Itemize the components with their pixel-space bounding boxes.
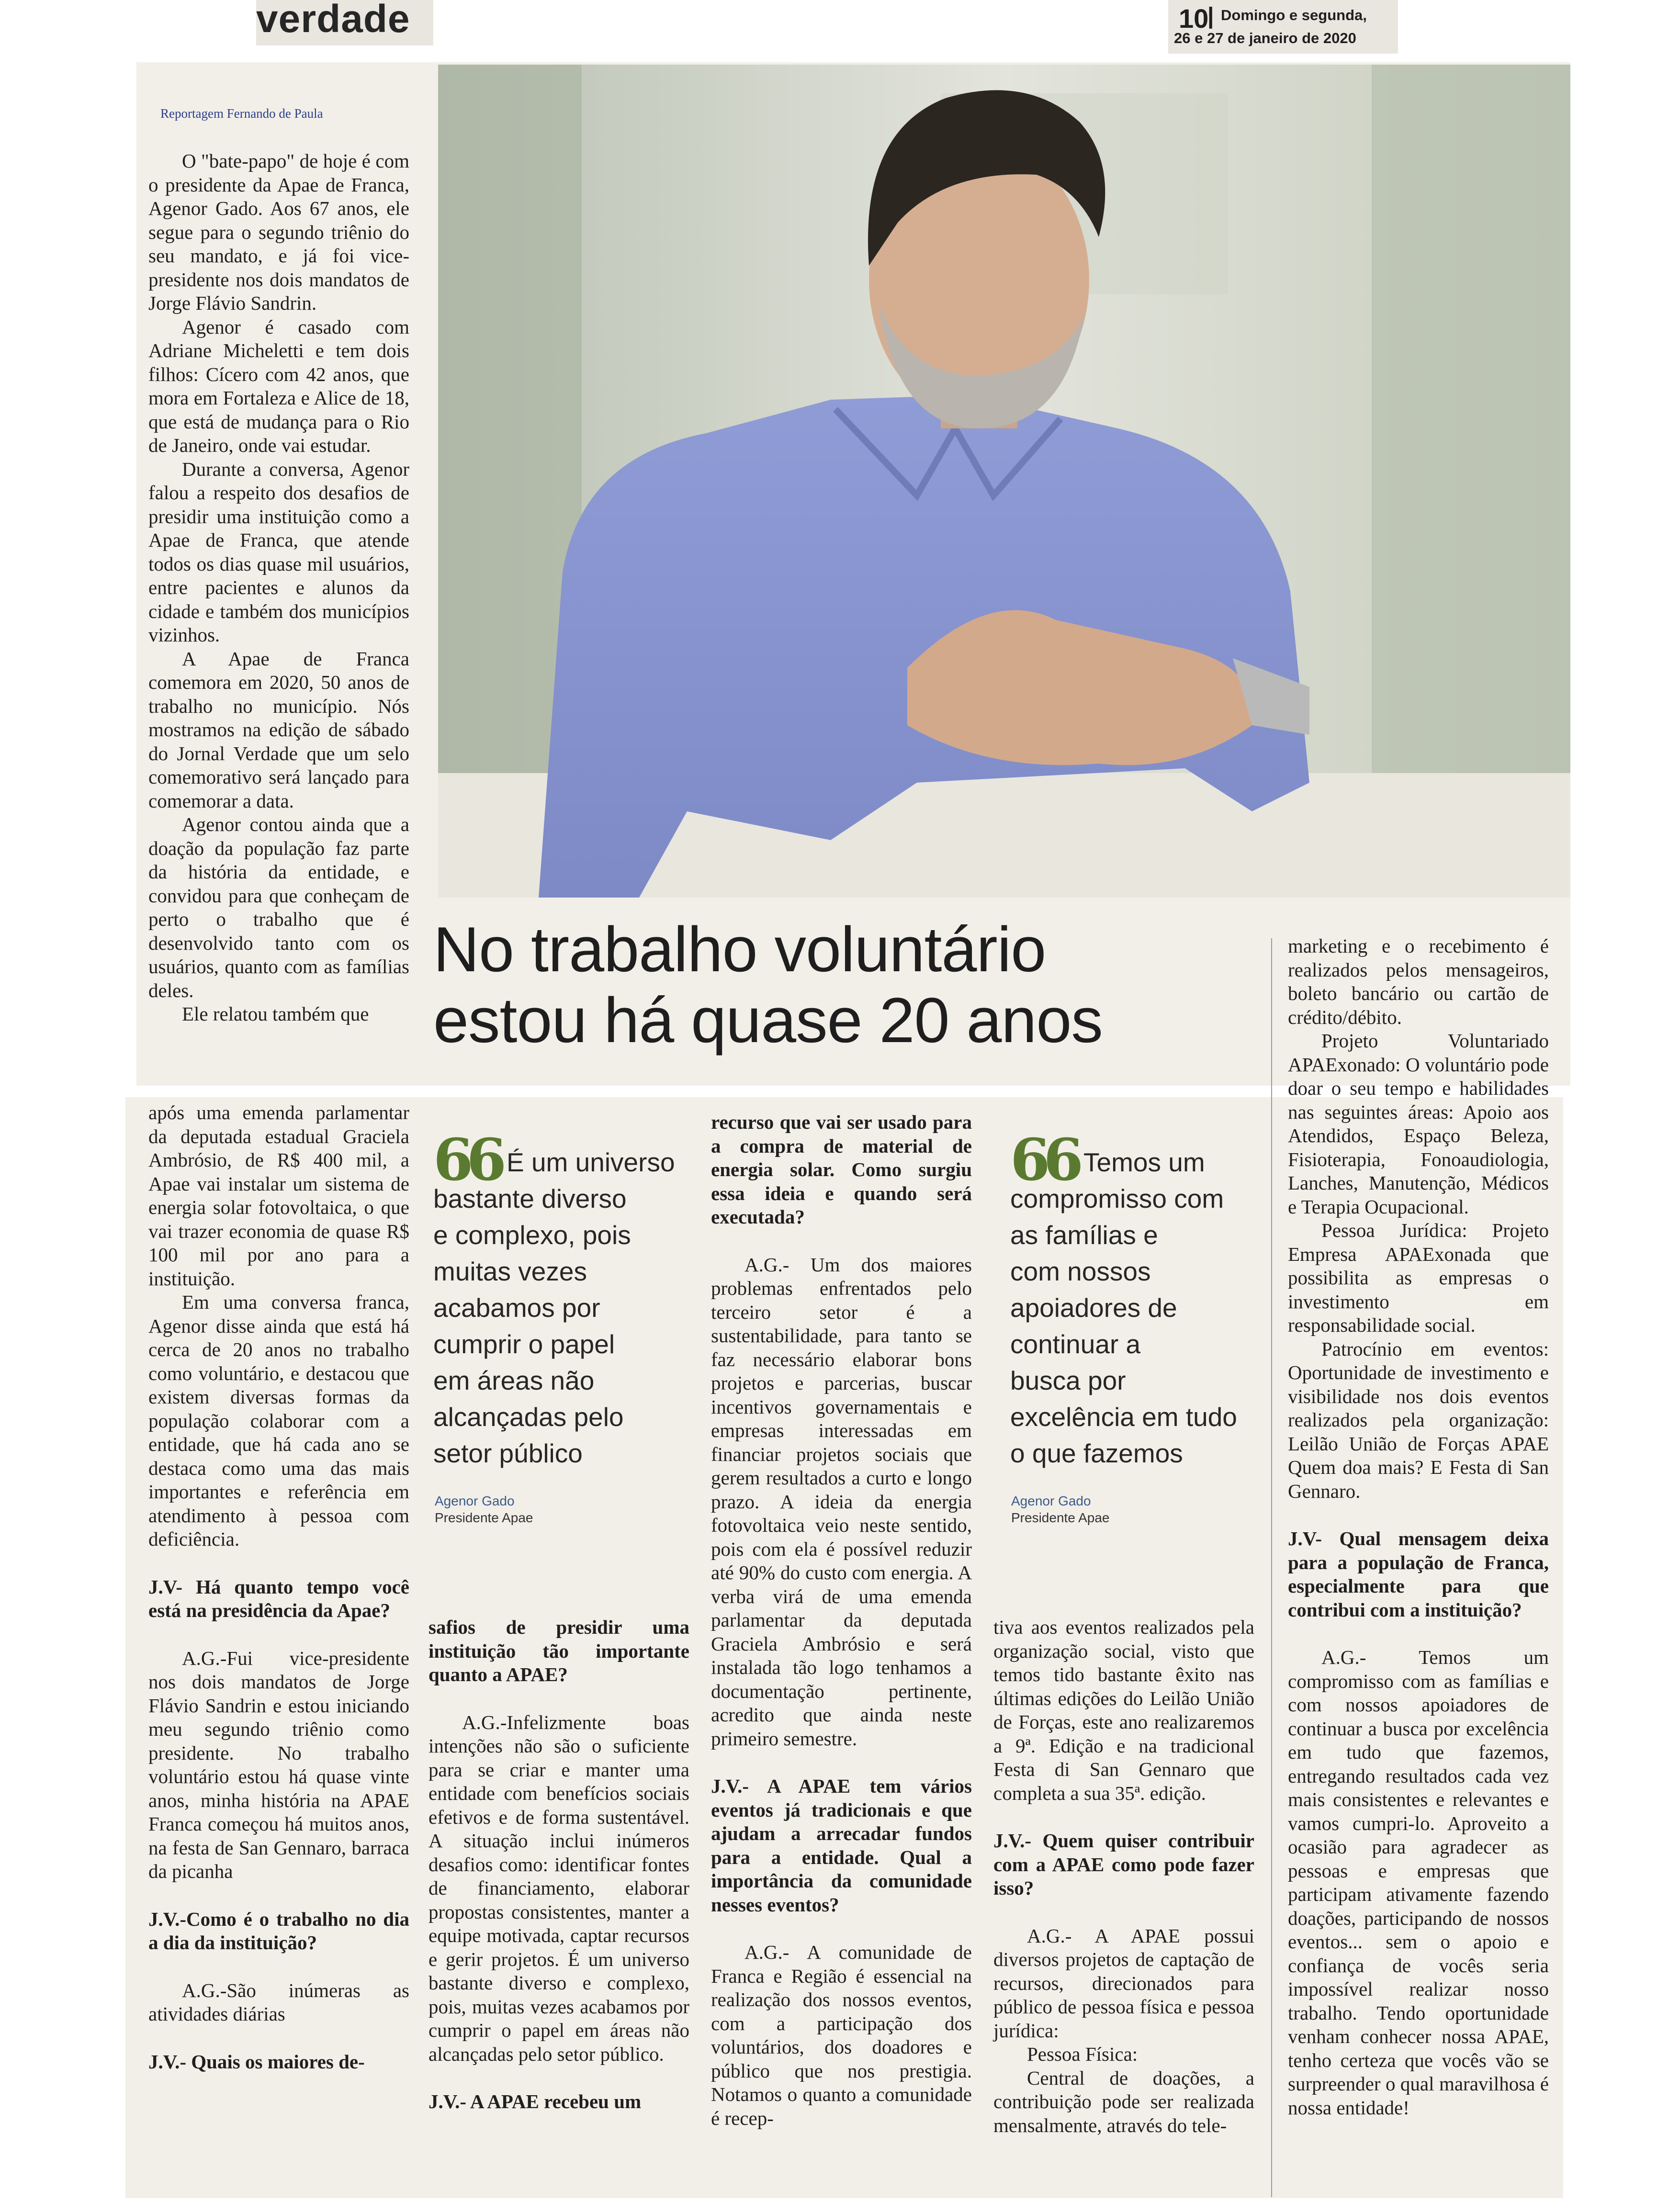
- paragraph: O "bate-papo" de hoje é com o presidente da Apae de Franca, Agenor Gado. Aos 67 anos, ele segue para o segundo triênio do seu mandato, e já foi vice-presidente nos dois mandatos de Jorge Flávio Sandrin.: [148, 150, 409, 314]
- pullquote-line-text: com nossos: [1010, 1257, 1151, 1286]
- pullquote-line: [433, 1399, 701, 1435]
- pullquote-line-text: as famílias e: [1010, 1220, 1158, 1250]
- portrait-photo-icon: [438, 65, 1570, 898]
- interview-answer: A.G.- A APAE possui diversos projetos de captação de recursos, direcionados para público de pessoa física e pessoa jurídica:: [993, 1924, 1254, 2042]
- headline-line-1: No trabalho voluntário: [433, 914, 1046, 985]
- column-4-lower: [993, 1616, 1254, 2137]
- pullquote-line: [433, 1435, 701, 1471]
- interview-question: J.V.-Como é o trabalho no dia a dia da instituição?: [148, 1908, 409, 1954]
- pullquote-line: [433, 1253, 701, 1290]
- interview-answer: A.G.-São inúmeras as atividades diárias: [148, 1979, 409, 2025]
- pullquote-line-text: continuar a: [1010, 1329, 1141, 1359]
- pullquote-line: [1010, 1180, 1278, 1217]
- interview-question: safios de presidir uma instituição tão importante quanto a APAE?: [428, 1616, 689, 1685]
- pullquote-line: [433, 1290, 701, 1326]
- pullquote-line-text: o que fazemos: [1010, 1438, 1183, 1468]
- pullquote-line-text: É um universo: [507, 1147, 675, 1177]
- interview-question: recurso que vai ser usado para a compra de material de energia solar. Como surgiu essa ideia e quando será executada?: [711, 1111, 972, 1228]
- issue-info: [1168, 0, 1398, 54]
- column-2-lower: [428, 1616, 689, 2114]
- pullquote-line: [1010, 1435, 1278, 1471]
- paragraph: A Apae de Franca comemora em 2020, 50 anos de trabalho no município. Nós mostramos na edição de sábado do Jornal Verdade que um selo comemorativo será lançado para comemorar a data.: [148, 647, 409, 812]
- paragraph: Durante a conversa, Agenor falou a respeito dos desafios de presidir uma instituição como a Apae de Franca, que atende todos os dias quase mil usuários, entre pacientes e alunos da cidade e também dos municípios vizinhos.: [148, 458, 409, 646]
- pullquote-2-name: Agenor Gado: [1011, 1493, 1091, 1508]
- paragraph: Patrocínio em eventos: Oportunidade de investimento e visibilidade nos dois eventos realizados pela organização: Leilão União de Forças APAE Quem doa mais? E Festa di San Gennaro.: [1288, 1337, 1549, 1502]
- paragraph: Projeto Voluntariado APAExonado: O voluntário pode doar o seu tempo e habilidades nas seguintes áreas: Apoio aos Atendidos, Espaço Beleza, Fisioterapia, Fonoaudiologia, Lanches, Manutenção, Médicos e Terapia Ocupacional.: [1288, 1030, 1549, 1218]
- interview-answer: A.G.-Infelizmente boas intenções não são o suficiente para se criar e manter uma entidade com benefícios sociais efetivos e de forma sustentável. A situação inclui inúmeros desafios como: identificar fontes de financiamento, elaborar propostas consistentes, manter a equipe motivada, captar recursos e gerir projetos. É um universo bastante diverso e complexo, pois, muitas vezes acabamos por cumprir o papel em áreas não alcançadas pelo setor público.: [428, 1711, 689, 2065]
- pullquote-line-text: setor público: [433, 1438, 583, 1468]
- pullquote-line-text: compromisso com: [1010, 1184, 1224, 1213]
- pullquote-line: [1010, 1126, 1278, 1194]
- interview-question: J.V.- A APAE tem vários eventos já tradicionais e que ajudam a arrecadar fundos para a entidade. Qual a importância da comunidade nesses eventos?: [711, 1775, 972, 1916]
- pullquote-2-role: Presidente Apae: [1011, 1510, 1110, 1525]
- paragraph: Ele relatou também que: [182, 1003, 369, 1025]
- paragraph: tiva aos eventos realizados pela organização social, visto que temos tido bastante êxito nas últimas edições do Leilão União de Forças, este ano realizaremos a 9ª. Edição e na tradicional Festa di San Gennaro que completa a sua 35ª. edição.: [993, 1616, 1254, 1804]
- interview-answer: A.G.- A comunidade de Franca e Região é essencial na realização dos nossos eventos, com a participação dos voluntários, dos doadores e público que nos prestigia. Notamos o quanto a comunidade é recep-: [711, 1941, 972, 2129]
- page-separator: |: [1207, 3, 1214, 29]
- headline: [433, 914, 1103, 1056]
- headline-line-2: estou há quase 20 anos: [433, 985, 1103, 1056]
- pullquote-line-text: e complexo, pois: [433, 1220, 631, 1250]
- interview-question: J.V.- A APAE recebeu um: [428, 2090, 642, 2112]
- portrait-photo: [438, 65, 1570, 898]
- pullquote-line: [1010, 1326, 1278, 1362]
- pullquote-line: [1010, 1362, 1278, 1399]
- pullquote-line-text: Temos um: [1083, 1147, 1205, 1177]
- pullquote-1-text: [433, 1126, 701, 1471]
- masthead-logo: [256, 0, 433, 45]
- pullquote-line: [433, 1326, 701, 1362]
- interview-question: J.V.- Quem quiser contribuir com a APAE como pode fazer isso?: [993, 1830, 1254, 1899]
- pullquote-line-text: apoiadores de: [1010, 1293, 1177, 1323]
- pullquote-line-text: alcançadas pelo: [433, 1402, 624, 1432]
- paragraph: Agenor contou ainda que a doação da população faz parte da história da entidade, e convidou para que conheçam de perto o trabalho que é desenvolvido tanto com os usuários, quanto com as famílias deles.: [148, 813, 409, 1001]
- pullquote-line: [433, 1217, 701, 1253]
- paragraph: Central de doações, a contribuição pode ser realizada mensalmente, através do tele-: [993, 2066, 1254, 2136]
- column-1-lower: [148, 1101, 409, 2074]
- pullquote-line-text: em áreas não: [433, 1366, 595, 1395]
- paragraph: após uma emenda parlamentar da deputada estadual Graciela Ambrósio, de R$ 400 mil, a Apae vai instalar um sistema de energia solar fotovoltaica, o que vai trazer economia de quase R$ 100 mil por ano para a instituição.: [148, 1101, 409, 1290]
- column-rule: [1271, 938, 1272, 2197]
- quote-mark-icon: 66: [433, 1126, 500, 1194]
- interview-question: J.V- Há quanto tempo você está na presidência da Apae?: [148, 1575, 409, 1621]
- interview-answer: A.G.- Temos um compromisso com as famílias e com nossos apoiadores de continuar a busca por excelência em tudo que fazemos, entregando resultados cada vez mais consistentes e relevantes e vamos cumpri-lo. Aproveito a ocasião para agradecer as pessoas e empresas que participam ativamente fazendo doações, participando de nossos eventos... sem o apoio e confiança de vocês seria impossível realizar nosso trabalho. Tendo oportunidade venham conhecer nossa APAE, tenho certeza que vocês vão se surpreender o qual maravilhosa é nossa entidade!: [1288, 1646, 1549, 2119]
- paragraph: Em uma conversa franca, Agenor disse ainda que está há cerca de 20 anos no trabalho como voluntário, e destacou que existem diversas formas da população colaborar com a entidade, que há cada ano se destaca como uma das mais importantes e referência em atendimento à pessoa com deficiência.: [148, 1291, 409, 1550]
- pullquote-line: [433, 1180, 701, 1217]
- interview-question: J.V.- Quais os maiores de-: [148, 2050, 365, 2073]
- pullquote-1-role: Presidente Apae: [435, 1510, 533, 1525]
- pullquote-line-text: acabamos por: [433, 1293, 600, 1323]
- issue-date: 26 e 27 de janeiro de 2020: [1174, 30, 1356, 46]
- page-number: 10: [1179, 3, 1209, 34]
- byline: Reportagem Fernando de Paula: [160, 106, 323, 121]
- interview-question: J.V- Qual mensagem deixa para a população de Franca, especialmente para que contribui com a instituição?: [1288, 1527, 1549, 1621]
- pullquote-line-text: muitas vezes: [433, 1257, 587, 1286]
- column-5: [1288, 934, 1549, 2120]
- paragraph: Agenor é casado com Adriane Micheletti e tem dois filhos: Cícero com 42 anos, que mora em Fortaleza e Alice de 18, que está de mudança para o Rio de Janeiro, onde vai estudar.: [148, 315, 409, 456]
- pullquote-line: [433, 1362, 701, 1399]
- interview-answer: A.G.- Um dos maiores problemas enfrentados pelo terceiro setor é a sustentabilidade, para tanto se faz necessário elaborar bons projetos e parcerias, buscar incentivos governamentais e empresas interessadas em financiar projetos sociais que gerem resultados a curto e longo prazo. A ideia da energia fotovoltaica veio neste sentido, pois com ela é possível reduzir até 90% do custo com energia. A verba virá de uma emenda parlamentar da deputada Graciela Ambrósio e será instalada tão logo tenhamos a documentação pertinente, acredito que ainda neste primeiro semestre.: [711, 1253, 972, 1750]
- paragraph: Pessoa Física:: [1027, 2043, 1138, 2065]
- pullquote-1-name: Agenor Gado: [435, 1493, 515, 1508]
- paragraph: Pessoa Jurídica: Projeto Empresa APAExonada que possibilita as empresas o investimento em responsabilidade social.: [1288, 1219, 1549, 1336]
- pullquote-line: [433, 1126, 701, 1194]
- paragraph: marketing e o recebimento é realizados pelos mensageiros, boleto bancário ou cartão de crédito/débito.: [1288, 935, 1549, 1028]
- pullquote-line: [1010, 1253, 1278, 1290]
- pullquote-line: [1010, 1290, 1278, 1326]
- pullquote-line-text: cumprir o papel: [433, 1329, 615, 1359]
- pullquote-line-text: bastante diverso: [433, 1184, 627, 1213]
- pullquote-line-text: excelência em tudo: [1010, 1402, 1237, 1432]
- pullquote-line: [1010, 1399, 1278, 1435]
- issue-day: Domingo e segunda,: [1221, 7, 1367, 23]
- pullquote-line: [1010, 1217, 1278, 1253]
- quote-mark-icon: 66: [1010, 1126, 1077, 1194]
- pullquote-line-text: busca por: [1010, 1366, 1126, 1395]
- column-3: [711, 1111, 972, 2130]
- pullquote-2-text: [1010, 1126, 1278, 1471]
- masthead-name: verdade: [256, 0, 410, 41]
- interview-answer: A.G.-Fui vice-presidente nos dois mandatos de Jorge Flávio Sandrin e estou iniciando meu segundo triênio como presidente. No trabalho voluntário estou há quase vinte anos, minha história na APAE Franca começou há muitos anos, na festa de San Gennaro, barraca da picanha: [148, 1647, 409, 1882]
- column-1-intro: [148, 149, 409, 1026]
